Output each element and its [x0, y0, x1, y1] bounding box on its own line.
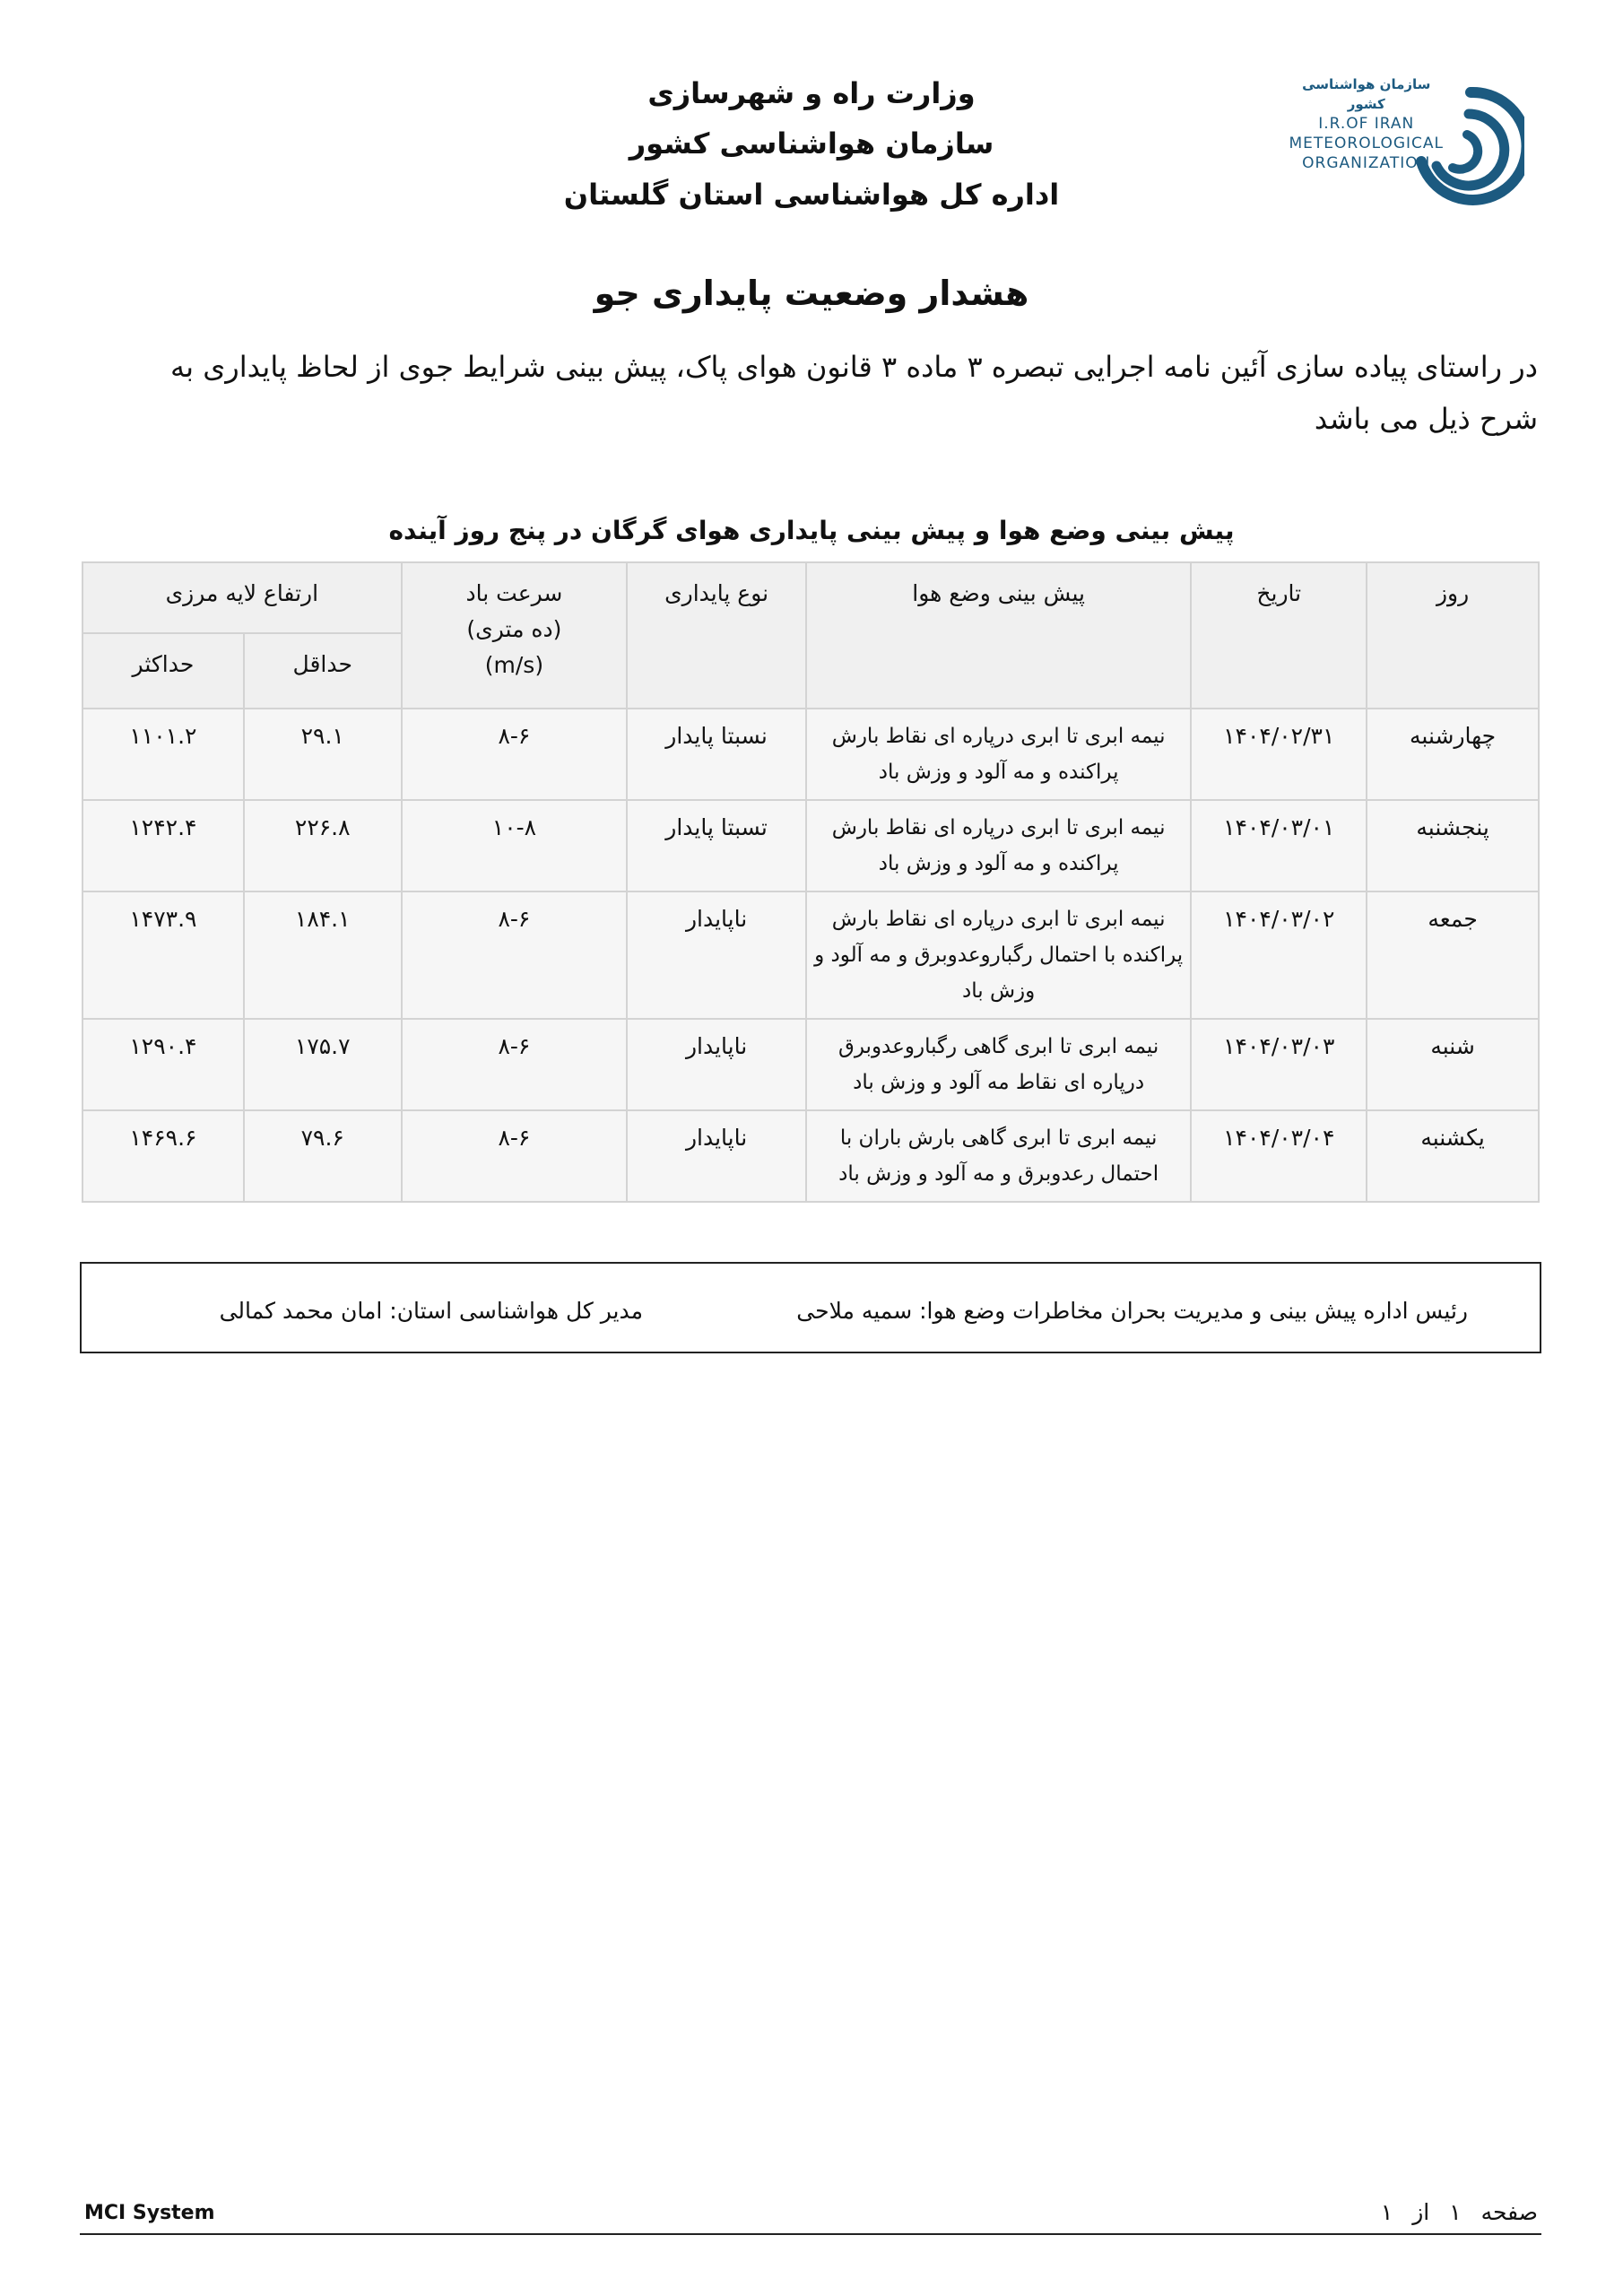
- header-stability: نوع پایداری: [627, 562, 806, 709]
- cell-date: ۱۴۰۴/۰۳/۰۳: [1191, 1019, 1367, 1110]
- total-pages: ۱: [1380, 2199, 1393, 2225]
- director-signature: مدیر کل هواشناسی استان: امان محمد کمالی: [219, 1298, 643, 1324]
- cell-date: ۱۴۰۴/۰۳/۰۱: [1191, 800, 1367, 891]
- page-number: ۱: [1449, 2199, 1462, 2225]
- logo-text: سازمان هواشناسی کشور I.R.OF IRAN METEOROLOGICAL ORGANIZATION: [1289, 76, 1444, 172]
- cell-day: چهارشنبه: [1367, 709, 1539, 800]
- cell-stability: ناپایدار: [627, 891, 806, 1019]
- cell-wind: ۸-۶: [402, 709, 628, 800]
- cell-max: ۱۱۰۱.۲: [82, 709, 244, 800]
- header-max: حداکثر: [82, 633, 244, 709]
- page-indicator: [1291, 2199, 1538, 2225]
- forecast-head-signature: رئیس اداره پیش بینی و مدیریت بحران مخاطرات وضع هوا: سمیه ملاحی: [796, 1298, 1468, 1324]
- cell-max: ۱۴۶۹.۶: [82, 1110, 244, 1202]
- meteorological-organization-logo: [1291, 67, 1524, 238]
- cell-date: ۱۴۰۴/۰۳/۰۴: [1191, 1110, 1367, 1202]
- header-forecast: پیش بینی وضع هوا: [806, 562, 1191, 709]
- table-row: [82, 1110, 1539, 1202]
- cell-wind: ۸-۶: [402, 1019, 628, 1110]
- header-date: تاریخ: [1191, 562, 1367, 709]
- header-day: روز: [1367, 562, 1539, 709]
- cell-min: ۷۹.۶: [244, 1110, 402, 1202]
- cell-min: ۱۷۵.۷: [244, 1019, 402, 1110]
- header-boundary-layer: ارتفاع لایه مرزی: [82, 562, 402, 633]
- cell-forecast: نیمه ابری تا ابری درپاره ای نقاط بارش پراکنده با احتمال رگباروعدوبرق و مه آلود و وزش باد: [806, 891, 1191, 1019]
- cell-max: ۱۴۷۳.۹: [82, 891, 244, 1019]
- forecast-table: [82, 561, 1540, 1203]
- cell-stability: نسبتا پایدار: [627, 709, 806, 800]
- cell-day: یکشنبه: [1367, 1110, 1539, 1202]
- system-name: MCI System: [84, 2202, 215, 2224]
- cell-min: ۱۸۴.۱: [244, 891, 402, 1019]
- cell-day: پنجشنبه: [1367, 800, 1539, 891]
- cell-wind: ۸-۶: [402, 1110, 628, 1202]
- cell-forecast: نیمه ابری تا ابری گاهی بارش باران با احتمال رعدوبرق و مه آلود و وزش باد: [806, 1110, 1191, 1202]
- cell-date: ۱۴۰۴/۰۲/۳۱: [1191, 709, 1367, 800]
- cell-min: ۲۹.۱: [244, 709, 402, 800]
- table-row: [82, 709, 1539, 800]
- table-row: [82, 800, 1539, 891]
- table-title: پیش بینی وضع هوا و پیش بینی پایداری هوای گرگان در پنج روز آینده: [388, 516, 1235, 545]
- organization-name: سازمان هواشناسی کشور: [629, 126, 994, 161]
- header-wind-speed: سرعت باد (ده متری) (m/s): [402, 562, 628, 709]
- page-label: صفحه: [1480, 2199, 1538, 2225]
- cell-stability: تسبتا پایدار: [627, 800, 806, 891]
- cell-stability: ناپایدار: [627, 1019, 806, 1110]
- cell-forecast: نیمه ابری تا ابری درپاره ای نقاط بارش پراکنده و مه آلود و وزش باد: [806, 709, 1191, 800]
- cell-min: ۲۲۶.۸: [244, 800, 402, 891]
- cell-forecast: نیمه ابری تا ابری درپاره ای نقاط بارش پراکنده و مه آلود و وزش باد: [806, 800, 1191, 891]
- cell-day: جمعه: [1367, 891, 1539, 1019]
- ministry-name: وزارت راه و شهرسازی: [647, 76, 976, 110]
- cell-max: ۱۲۴۲.۴: [82, 800, 244, 891]
- table-row: [82, 891, 1539, 1019]
- cell-max: ۱۲۹۰.۴: [82, 1019, 244, 1110]
- signature-box: [80, 1262, 1541, 1353]
- footer-divider: [80, 2233, 1541, 2235]
- cell-wind: ۸-۶: [402, 891, 628, 1019]
- intro-paragraph: در راستای پیاده سازی آئین نامه اجرایی تبصره ۳ ماده ۳ قانون هوای پاک، پیش بینی شرایط جوی از لحاظ پایداری به شرح ذیل می باشد: [170, 350, 1538, 436]
- cell-stability: ناپایدار: [627, 1110, 806, 1202]
- header-min: حداقل: [244, 633, 402, 709]
- cell-forecast: نیمه ابری تا ابری گاهی رگباروعدوبرق درپاره ای نقاط مه آلود و وزش باد: [806, 1019, 1191, 1110]
- office-name: اداره کل هواشناسی استان گلستان: [563, 178, 1060, 212]
- of-label: از: [1412, 2199, 1430, 2225]
- cell-date: ۱۴۰۴/۰۳/۰۲: [1191, 891, 1367, 1019]
- cell-day: شنبه: [1367, 1019, 1539, 1110]
- page-title: هشدار وضعیت پایداری جو: [594, 274, 1029, 313]
- cell-wind: ۱۰-۸: [402, 800, 628, 891]
- table-row: [82, 1019, 1539, 1110]
